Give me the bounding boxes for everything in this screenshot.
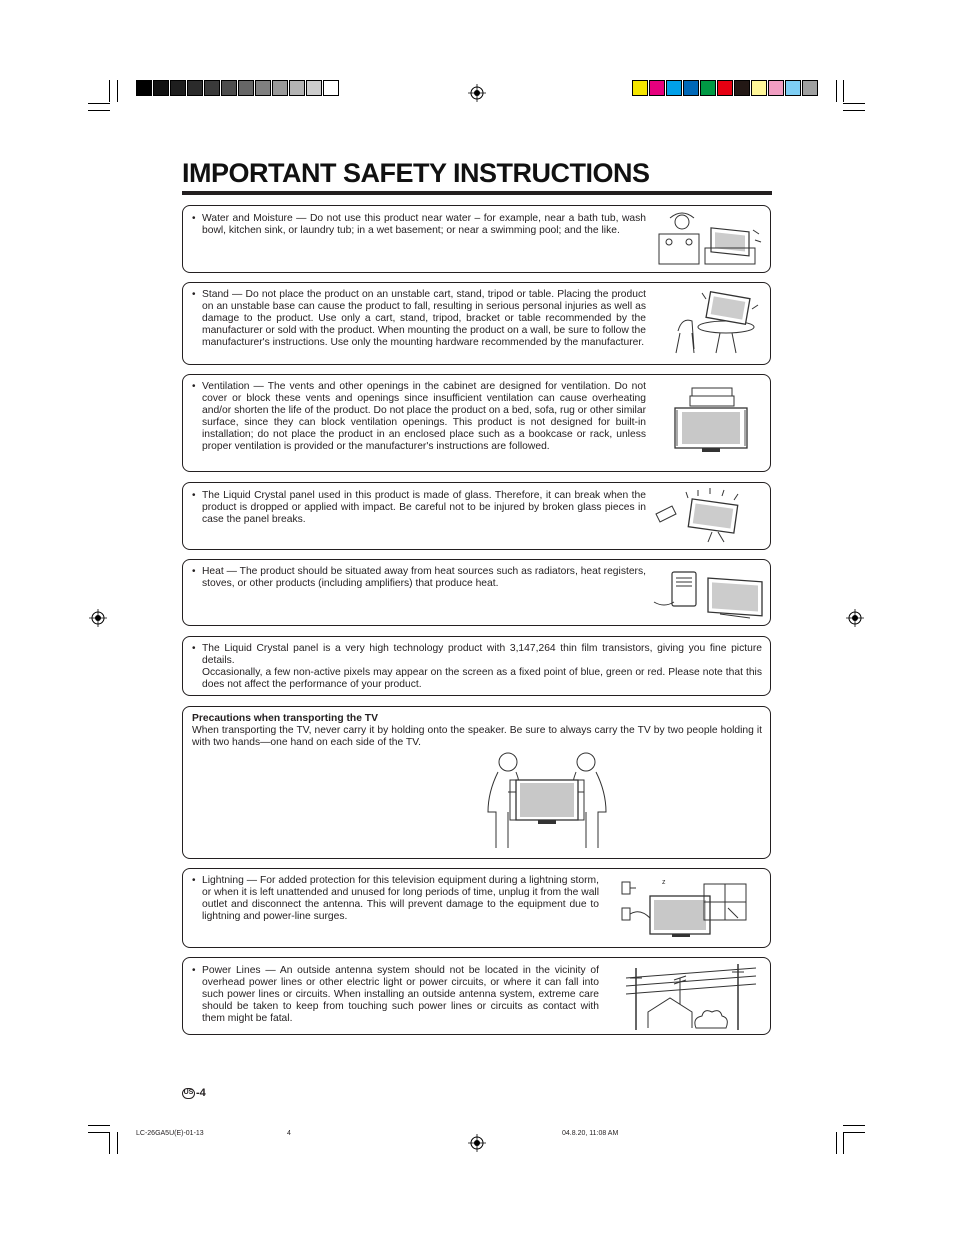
- color-swatch: [751, 80, 767, 96]
- color-swatch: [238, 80, 254, 96]
- crop-mark: [843, 1132, 865, 1133]
- bullet: •: [192, 381, 196, 392]
- power-lines-antenna-illustration-icon: [626, 964, 756, 1030]
- registration-mark-icon: [468, 1134, 486, 1152]
- page-number: -4: [196, 1087, 206, 1099]
- section-text: Lightning — For added protection for this television equipment during a lightning storm, or when it is left unattended and unused for long periods of time, unplug it from the wall outlet and disconnect the antenna. This will prevent damage to the equipment due to lightning and power-line surges.: [202, 875, 599, 922]
- color-swatch: [683, 80, 699, 96]
- region-badge-label: US: [183, 1089, 194, 1096]
- color-swatch: [136, 80, 152, 96]
- crop-mark: [836, 80, 837, 102]
- bullet: •: [192, 213, 196, 224]
- footer-timestamp: 04.8.20, 11:08 AM: [562, 1130, 619, 1137]
- color-swatch: [187, 80, 203, 96]
- color-swatch: [734, 80, 750, 96]
- section-text: Heat — The product should be situated away from heat sources such as radiators, heat registers, stoves, or other products (including amplifiers) that produce heat.: [202, 566, 646, 589]
- bullet: •: [192, 289, 196, 300]
- color-swatch: [649, 80, 665, 96]
- grayscale-color-bar: [136, 80, 340, 96]
- bullet: •: [192, 566, 196, 577]
- crop-mark: [109, 1132, 110, 1154]
- footer-file: LC-26GA5U(E)-01-13: [136, 1130, 204, 1137]
- registration-mark-icon: [89, 609, 107, 627]
- region-badge: [182, 1088, 195, 1099]
- crop-mark: [88, 1132, 110, 1133]
- crop-mark: [88, 1125, 110, 1126]
- color-swatch: [255, 80, 271, 96]
- color-swatch: [802, 80, 818, 96]
- bullet: •: [192, 490, 196, 501]
- color-swatch: [700, 80, 716, 96]
- crop-mark: [843, 110, 865, 111]
- section-text: Water and Moisture — Do not use this product near water – for example, near a bath tub, wash bowl, kitchen sink, or laundry tub; in a wet basement; or near a swimming pool; and the like.: [202, 213, 646, 236]
- section-text: Stand — Do not place the product on an unstable cart, stand, tripod or table. Placing the product on an unstable base can cause the product to fall, resulting in serious personal injuries as well as damage to the product. Use only a cart, stand, tripod, bracket or table recommended by the manufacturer or sold with the product. When mounting the product on a wall, be sure to follow the manufacturer's instructions. Use only the mounting hardware recommended by the manufacturer.: [202, 289, 646, 348]
- section-heading: Precautions when transporting the TV: [192, 713, 378, 724]
- color-swatch: [323, 80, 339, 96]
- section-text-continued: Occasionally, a few non-active pixels may appear on the screen as a fixed point of blue, green or red. Please note that this does not affect the performance of your product.: [202, 667, 762, 690]
- section-text: Power Lines — An outside antenna system should not be located in the vicinity of overhead power lines or other electric light or power circuits, or where it can fall into such power lines or circuits. When installing an outside antenna system, extreme care should be taken to keep from touching such power lines or circuits as contact with them might be fatal.: [202, 965, 599, 1024]
- unstable-stand-illustration-icon: [668, 287, 764, 359]
- bullet: •: [192, 643, 196, 654]
- crop-mark: [117, 1132, 118, 1154]
- two-people-carrying-tv-illustration-icon: [480, 750, 616, 850]
- registration-mark-icon: [846, 609, 864, 627]
- crop-mark: [843, 80, 844, 102]
- crop-mark: [843, 1125, 865, 1126]
- crop-mark: [88, 110, 110, 111]
- section-text: The Liquid Crystal panel used in this product is made of glass. Therefore, it can break when the product is dropped or applied with impact. Be careful not to be injured by broken glass pieces in case the panel breaks.: [202, 490, 646, 525]
- heat-source-illustration-icon: [650, 564, 768, 622]
- bullet: •: [192, 965, 196, 976]
- color-swatch: [666, 80, 682, 96]
- crop-mark: [836, 1132, 837, 1154]
- color-swatch: [768, 80, 784, 96]
- svg-text:z: z: [662, 879, 666, 886]
- section-text: The Liquid Crystal panel is a very high technology product with 3,147,264 thin film transistors, giving you fine picture details.: [202, 643, 762, 666]
- ventilation-illustration-icon: [672, 384, 750, 456]
- crop-mark: [109, 80, 110, 102]
- process-color-bar: [632, 80, 819, 96]
- crop-mark: [117, 80, 118, 102]
- water-moisture-illustration-icon: [655, 210, 767, 268]
- crop-mark: [88, 103, 110, 104]
- color-swatch: [204, 80, 220, 96]
- color-swatch: [170, 80, 186, 96]
- color-swatch: [306, 80, 322, 96]
- lightning-unplug-illustration-icon: [618, 874, 750, 940]
- color-swatch: [153, 80, 169, 96]
- registration-mark-icon: [468, 84, 486, 102]
- color-swatch: [632, 80, 648, 96]
- color-swatch: [717, 80, 733, 96]
- glass-panel-impact-illustration-icon: [652, 486, 752, 546]
- crop-mark: [843, 1132, 844, 1154]
- section-text: When transporting the TV, never carry it by holding onto the speaker. Be sure to always carry the TV by two people holding it with two hands—one hand on each side of the TV.: [192, 725, 762, 748]
- color-swatch: [785, 80, 801, 96]
- page-title: IMPORTANT SAFETY INSTRUCTIONS: [182, 158, 650, 188]
- color-swatch: [289, 80, 305, 96]
- bullet: •: [192, 875, 196, 886]
- crop-mark: [843, 103, 865, 104]
- footer-sheet: 4: [287, 1130, 291, 1137]
- color-swatch: [221, 80, 237, 96]
- color-swatch: [272, 80, 288, 96]
- title-divider: [182, 191, 772, 195]
- section-text: Ventilation — The vents and other openings in the cabinet are designed for ventilation. Do not cover or block these vents and openings since insufficient ventilation can cause overheating and/or shorten the life of the product. Do not place the product on a bed, sofa, rug or other similar surface, since they can block ventilation openings. This product is not designed for built-in installation; do not place the product in an enclosed place such as a bookcase or rack, unless proper ventilation is provided or the manufacturer's instructions are followed.: [202, 381, 646, 452]
